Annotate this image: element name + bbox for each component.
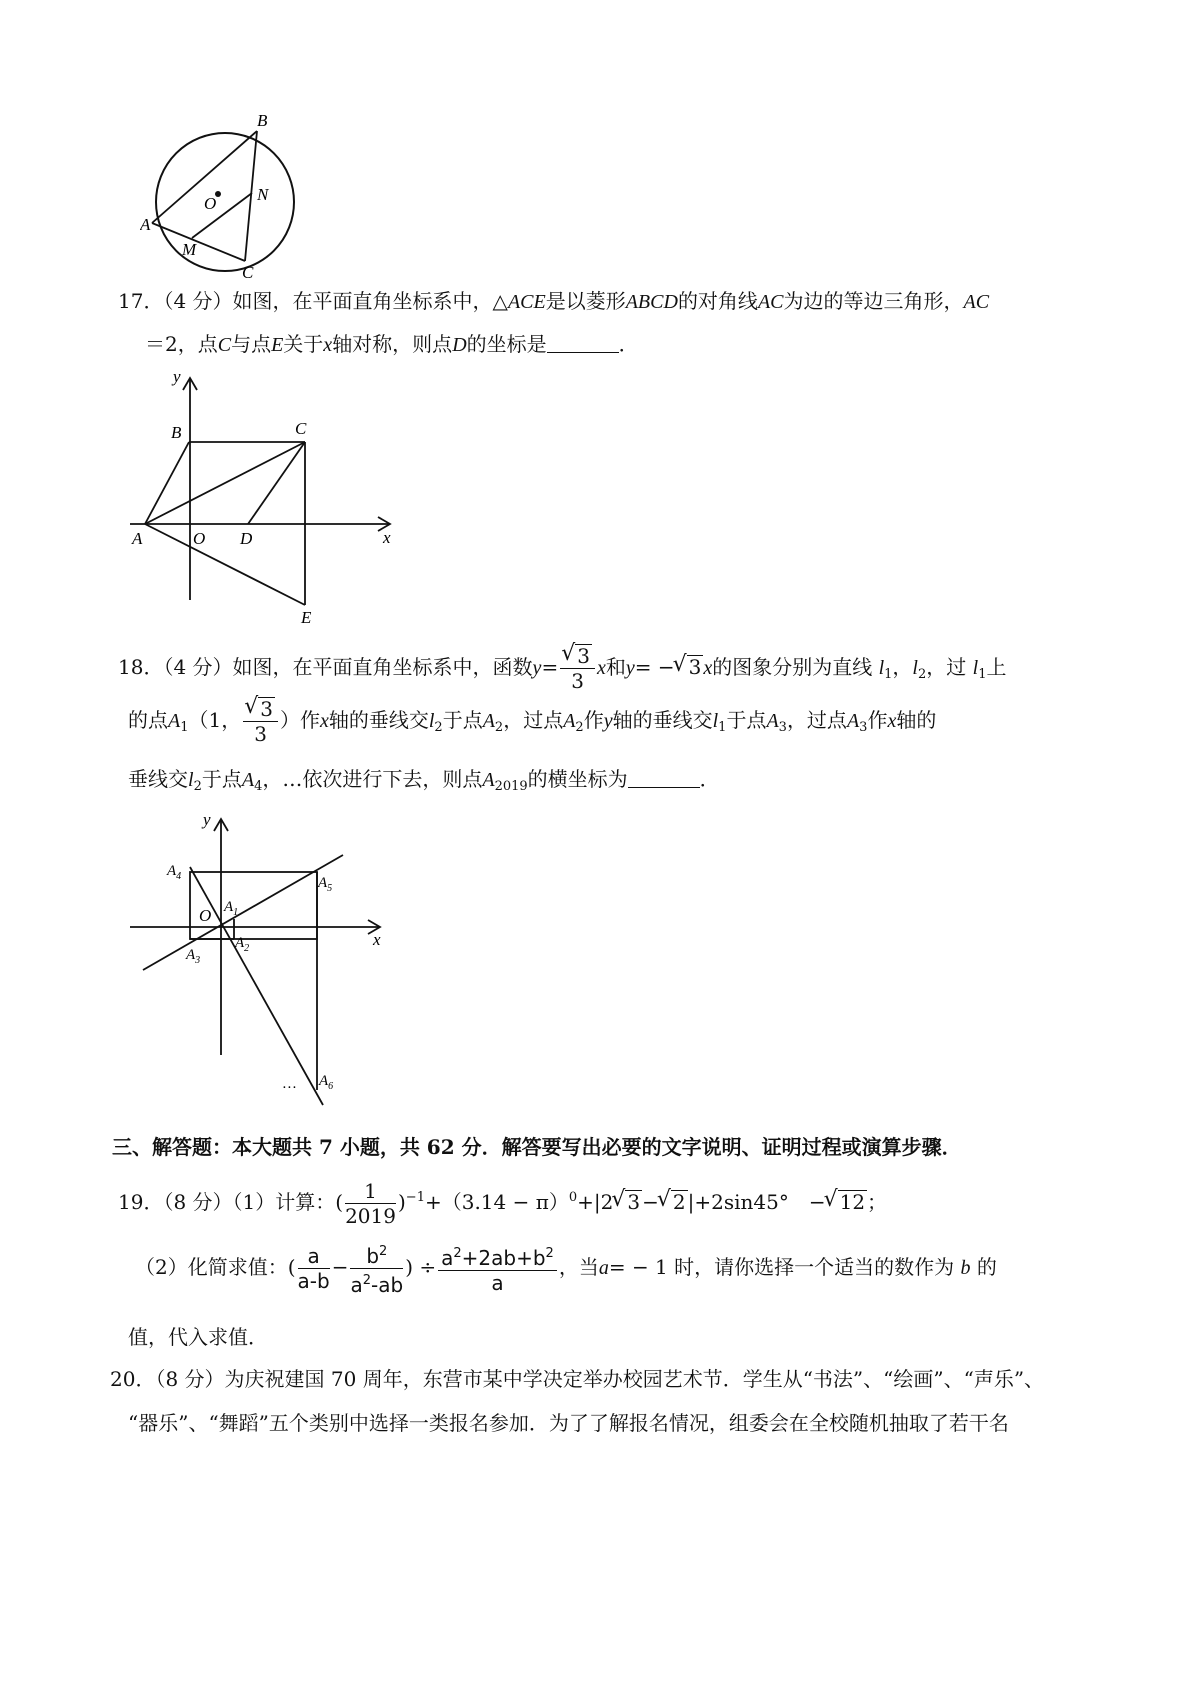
coordinate-figure-17	[125, 360, 405, 630]
q18-line2: 的点$A_1(1$， √ $\frac{3}{3}$ ）作x轴的垂线交$l_2$于点$A_2$，过点$A_2$作y轴的垂线交$l_1$于点$A_3$，过点$A_3$作x轴的	[128, 694, 936, 746]
label-A6: $A_6$	[319, 1073, 334, 1092]
label-A4: $A_4$	[167, 863, 182, 882]
label-E: E	[301, 608, 312, 627]
label-y: y	[203, 810, 211, 829]
q19-part1: 19．（8 分）（1）计算：( $\frac{1}{2019}$ )$^{-1}+(3.14 - \pi)^0+|2√$ 3 −√ 2 |+2sin45° −√ 12 ；	[118, 1170, 887, 1226]
label-C: C	[295, 419, 307, 438]
label-A3: $A_3$	[186, 947, 201, 966]
fraction-sqrt3-over-3: √ $\frac{3}{3}$	[560, 644, 595, 693]
q17-line2: ＝2，点C与点E关于x轴对称，则点D的坐标是 ．	[145, 332, 639, 356]
label-O: O	[204, 194, 217, 213]
label-C: C	[242, 263, 254, 280]
label-y: y	[173, 367, 181, 386]
answer-blank	[628, 769, 700, 788]
q20-line2: “器乐”、“舞蹈”五个类别中选择一类报名参加．为了了解报名情况，组委会在全校随机抽取了若干名	[128, 1411, 1009, 1435]
answer-blank	[547, 334, 619, 353]
circle-figure-16	[140, 110, 300, 280]
label-x: x	[373, 930, 381, 949]
label-O: O	[199, 906, 212, 925]
fraction-b2-over-a2-minus-ab: $\frac{b^2}{a^2-ab}$	[350, 1240, 403, 1297]
label-A: A	[140, 215, 151, 234]
label-x: x	[383, 528, 391, 547]
q19-part2: （2）化简求值：( $\frac{a}{a-b}$ − $\frac{b^2}{a^2-ab}$ ) ÷ $\frac{a^2+2ab+b^2}{a}$ ，当a= − 1 时，请你选择一个适当的数作为 b 的	[135, 1237, 997, 1297]
label-A5: $A_5$	[318, 875, 333, 894]
label-O: O	[193, 529, 206, 548]
q19-part2-cont: 值，代入求值．	[128, 1325, 268, 1349]
fraction-a2-2ab-b2-over-a: $\frac{a^2+2ab+b^2}{a}$	[438, 1242, 557, 1295]
fraction-sqrt3-over-3-b: √ $\frac{3}{3}$	[243, 697, 278, 746]
label-A: A	[132, 529, 143, 548]
label-B: B	[171, 423, 182, 442]
fraction-1-over-2019: $\frac{1}{2019}$	[345, 1179, 396, 1228]
label-A1: $A_1$	[224, 899, 239, 918]
q18-line1: 18．（4 分）如图，在平面直角坐标系中，函数y= √ $\frac{3}{3}$ x和y= −√ 3 x的图象分别为直线 $l_1$，$l_2$，过 $l_1$上	[118, 641, 1006, 693]
label-M: M	[182, 240, 197, 259]
fraction-a-over-a-minus-b: $\frac{a}{a-b}$	[297, 1244, 330, 1293]
label-A2: $A_2$	[235, 935, 250, 954]
q18-line3: 垂线交$l_2$于点$A_4$，…依次进行下去，则点$A_{2019}$的横坐标为 ．	[128, 767, 720, 794]
label-B: B	[257, 111, 268, 130]
label-N: N	[257, 185, 269, 204]
label-dots: …	[283, 1076, 297, 1092]
q17-line1: 17．（4 分）如图，在平面直角坐标系中，△ACE是以菱形ABCD的对角线AC为边的等边三角形，AC	[118, 289, 990, 313]
label-D: D	[240, 529, 253, 548]
coordinate-figure-18	[125, 805, 405, 1110]
q20-line1: 20．（8 分）为庆祝建国 70 周年，东营市某中学决定举办校园艺术节．学生从“书法”、“绘画”、“声乐”、	[110, 1367, 1045, 1391]
section-heading: 三、解答题：本大题共 7 小题，共 62 分．解答要写出必要的文字说明、证明过程或演算步骤．	[112, 1135, 962, 1159]
